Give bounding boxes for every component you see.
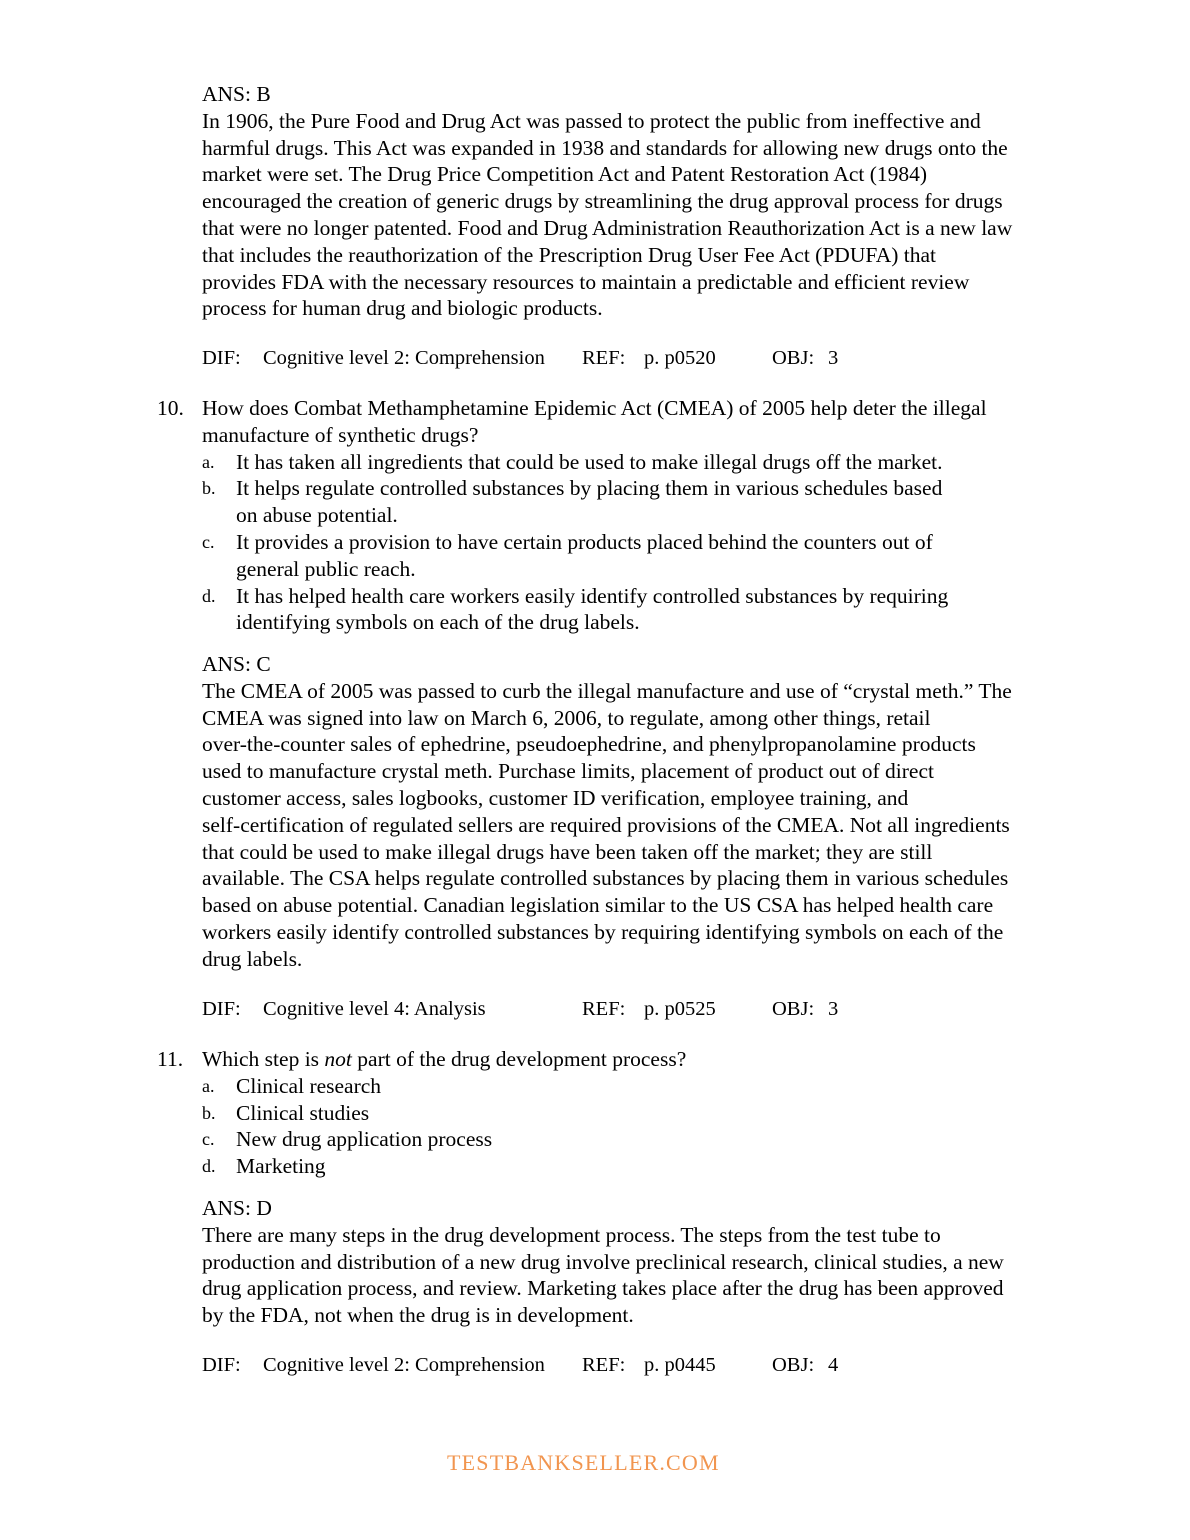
option-letter: c.: [202, 1129, 215, 1150]
rationale-line: customer access, sales logbooks, customer ID verification, employee training, and: [202, 785, 909, 810]
rationale-line: CMEA was signed into law on March 6, 2006, to regulate, among other things, retail: [202, 705, 931, 730]
question-stem: manufacture of synthetic drugs?: [202, 422, 479, 447]
option-c: [202, 529, 1102, 583]
rationale-line: The CMEA of 2005 was passed to curb the illegal manufacture and use of “crystal meth.” The: [202, 678, 1012, 703]
question-stem: How does Combat Methamphetamine Epidemic Act (CMEA) of 2005 help deter the illegal: [202, 396, 987, 420]
dif-value: Cognitive level 2: Comprehension: [263, 1354, 545, 1376]
option-text: general public reach.: [236, 556, 416, 581]
q10-answer-block: [202, 651, 1102, 973]
ref-value: p. p0445: [644, 1354, 716, 1376]
option-text: Marketing: [236, 1154, 326, 1179]
option-d: [202, 1153, 1102, 1180]
option-letter: d.: [202, 1156, 216, 1177]
option-b: [202, 475, 1102, 529]
option-b: [202, 1100, 1102, 1127]
rationale-line: In 1906, the Pure Food and Drug Act was passed to protect the public from ineffective and: [202, 108, 981, 133]
dif-label: DIF:: [202, 347, 241, 369]
stem-text: Which step is: [202, 1047, 325, 1071]
rationale-line: available. The CSA helps regulate controlled substances by placing them in various schedules: [202, 866, 1009, 891]
obj-value: 3: [828, 998, 839, 1020]
rationale-line: harmful drugs. This Act was expanded in 1938 and standards for allowing new drugs onto the: [202, 135, 1008, 160]
answer-key: ANS: C: [202, 652, 271, 676]
option-letter: a.: [202, 1075, 215, 1096]
obj-label: OBJ:: [772, 998, 815, 1020]
rationale-line: used to manufacture crystal meth. Purchase limits, placement of product out of direct: [202, 759, 934, 784]
option-a: [202, 1073, 1102, 1100]
obj-label: OBJ:: [772, 1354, 815, 1376]
rationale-line: based on abuse potential. Canadian legislation similar to the US CSA has helped health care: [202, 893, 994, 918]
rationale-line: over-the-counter sales of ephedrine, pseudoephedrine, and phenylpropanolamine products: [202, 732, 976, 757]
option-text: It helps regulate controlled substances by placing them in various schedules based: [236, 476, 943, 501]
rationale: [202, 108, 1102, 322]
rationale-line: market were set. The Drug Price Competition Act and Patent Restoration Act (1984): [202, 162, 928, 187]
rationale-line: that includes the reauthorization of the Prescription Drug User Fee Act (PDUFA) that: [202, 242, 937, 267]
option-text: It has helped health care workers easily identify controlled substances by requiring: [236, 583, 949, 608]
rationale-line: drug labels.: [202, 946, 303, 971]
question-stem: [202, 1046, 1102, 1073]
option-letter: a.: [202, 451, 215, 472]
ref-label: REF:: [582, 347, 626, 369]
rationale-line: that could be used to make illegal drugs have been taken off the market; they are still: [202, 839, 933, 864]
dif-label: DIF:: [202, 1354, 241, 1376]
ref-value: p. p0525: [644, 998, 716, 1020]
rationale-line: workers easily identify controlled substances by requiring identifying symbols on each of the: [202, 919, 1004, 944]
rationale-line: provides FDA with the necessary resources to maintain a predictable and efficient review: [202, 269, 970, 294]
option-letter: b.: [202, 1102, 216, 1123]
dif-value: Cognitive level 2: Comprehension: [263, 347, 545, 369]
question-10: [202, 395, 1102, 636]
ref-value: p. p0520: [644, 347, 716, 369]
option-text: New drug application process: [236, 1127, 493, 1152]
ref-label: REF:: [582, 998, 626, 1020]
option-text: It provides a provision to have certain products placed behind the counters out of: [236, 529, 933, 554]
option-text: Clinical studies: [236, 1100, 370, 1125]
dif-label: DIF:: [202, 998, 241, 1020]
option-c: [202, 1126, 1102, 1153]
option-text: Clinical research: [236, 1073, 382, 1098]
obj-value: 4: [828, 1354, 839, 1376]
question-number: 10.: [157, 396, 184, 420]
option-d: [202, 583, 1102, 637]
rationale-line: production and distribution of a new drug involve preclinical research, clinical studies, a new: [202, 1249, 1004, 1274]
prev-answer-block: [202, 81, 1102, 322]
rationale-line: by the FDA, not when the drug is in development.: [202, 1303, 634, 1328]
obj-value: 3: [828, 347, 839, 369]
option-a: [202, 449, 1102, 476]
rationale-line: that were no longer patented. Food and Drug Administration Reauthorization Act is a new law: [202, 215, 1013, 240]
stem-text: part of the drug development process?: [351, 1047, 687, 1071]
answer-key: ANS: B: [202, 82, 271, 106]
rationale-line: drug application process, and review. Marketing takes place after the drug has been approved: [202, 1276, 1004, 1301]
option-text: It has taken all ingredients that could be used to make illegal drugs off the market.: [236, 449, 943, 474]
option-letter: b.: [202, 478, 216, 499]
dif-value: Cognitive level 4: Analysis: [263, 998, 486, 1020]
option-text: identifying symbols on each of the drug labels.: [236, 610, 640, 635]
rationale-line: self-certification of regulated sellers are required provisions of the CMEA. Not all ingredients: [202, 812, 1010, 837]
q11-answer-block: [202, 1195, 1102, 1329]
rationale-line: process for human drug and biologic products.: [202, 296, 603, 321]
obj-label: OBJ:: [772, 347, 815, 369]
stem-emphasis: not: [324, 1047, 352, 1071]
option-text: on abuse potential.: [236, 503, 398, 528]
ref-label: REF:: [582, 1354, 626, 1376]
rationale-line: encouraged the creation of generic drugs by streamlining the drug approval process for drugs: [202, 189, 1003, 214]
option-letter: c.: [202, 531, 215, 552]
option-letter: d.: [202, 585, 216, 606]
question-11: [202, 1046, 1102, 1180]
rationale-line: There are many steps in the drug development process. The steps from the test tube to: [202, 1222, 941, 1247]
answer-key: ANS: D: [202, 1196, 272, 1220]
question-number: 11.: [157, 1047, 184, 1071]
watermark: TESTBANKSELLER.COM: [447, 1450, 720, 1475]
